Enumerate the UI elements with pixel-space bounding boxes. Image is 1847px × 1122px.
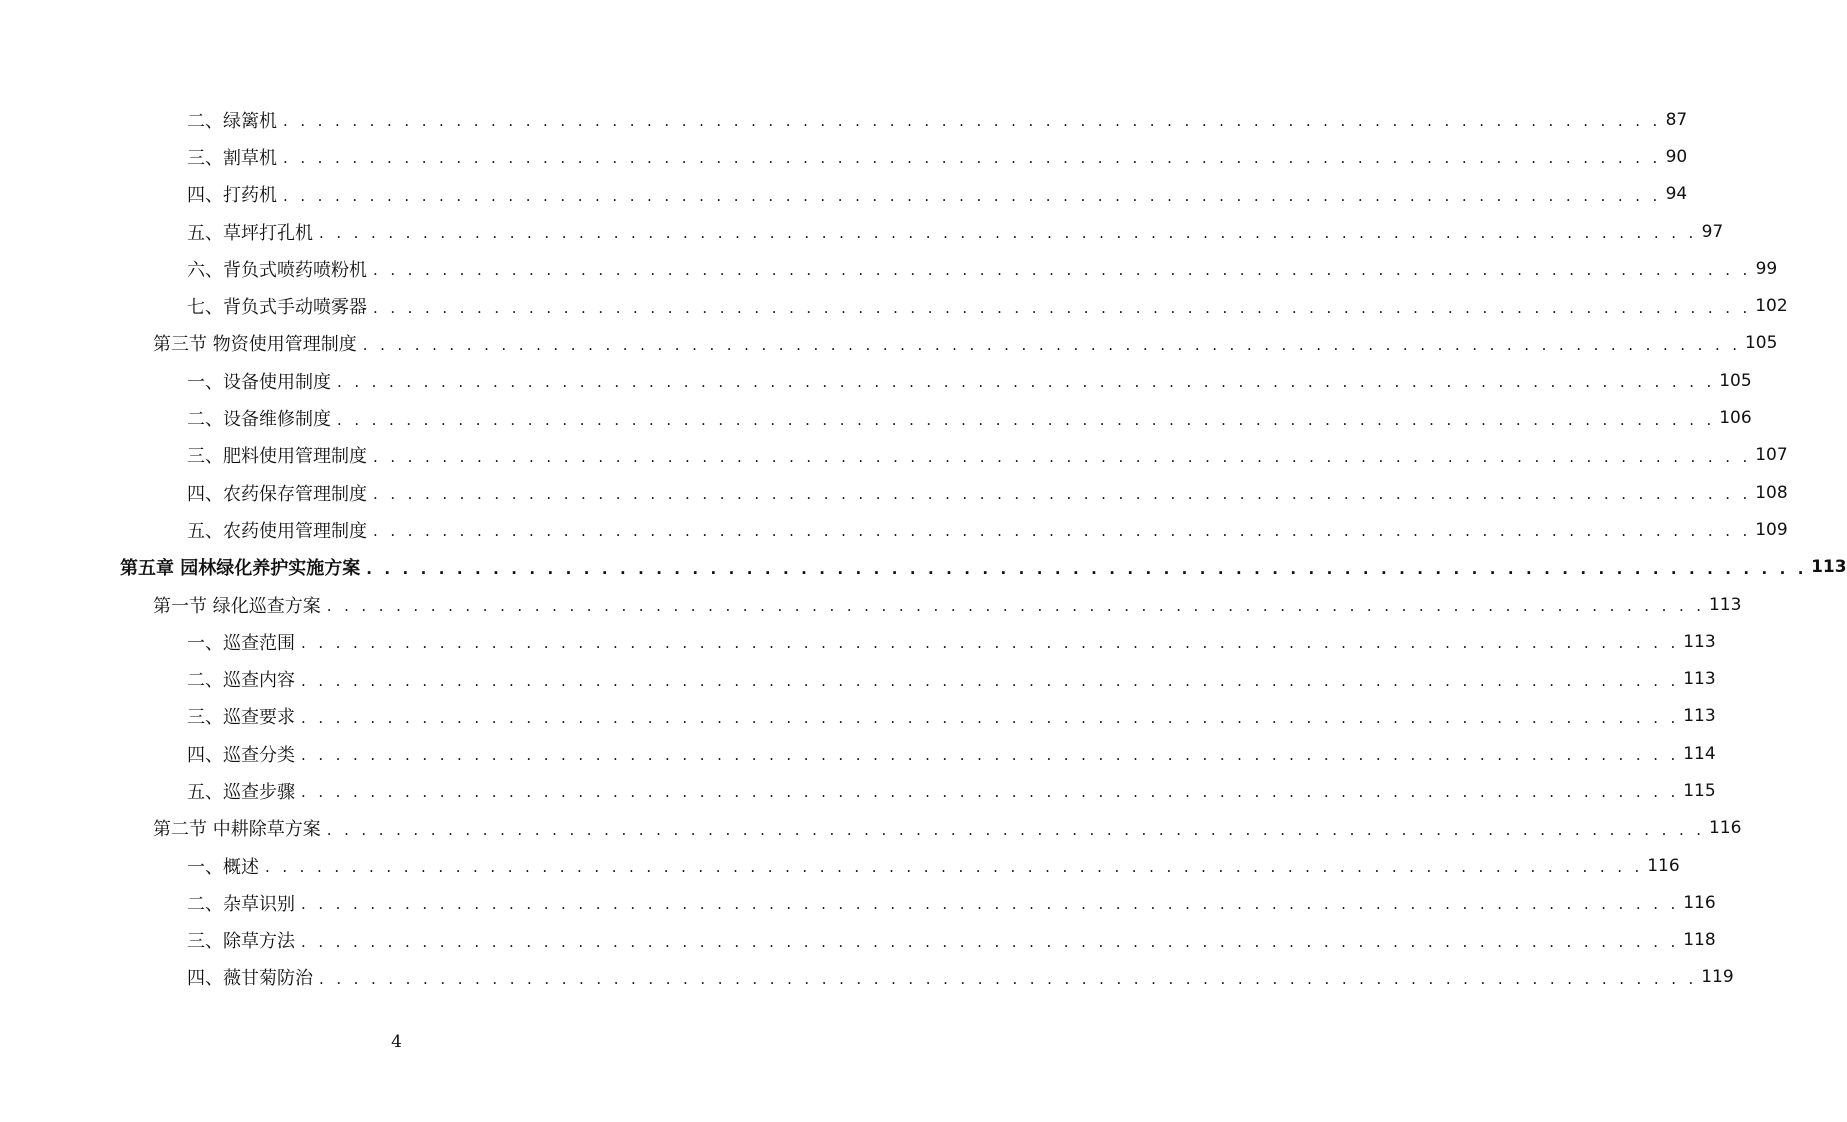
toc-entry-page: 113 <box>1811 557 1847 578</box>
toc-entry-page: 87 <box>1665 109 1688 130</box>
toc-dot-leader: . . . . . . . . . . . . . . . . . . . . . . . . . . . . . . . . . . . . . . . . . . . . . . . . . . . . . . . . . . . . . . . . . . . . . . . . . . . . . . . . <box>301 783 1680 802</box>
toc-dot-leader: . . . . . . . . . . . . . . . . . . . . . . . . . . . . . . . . . . . . . . . . . . . . . . . . . . . . . . . . . . . . . . . . . . . . . . . . . . . . . . . . <box>326 597 1705 615</box>
toc-entry-page: 113 <box>1683 669 1716 690</box>
toc-entry-page: 113 <box>1683 706 1716 727</box>
toc-entry-title: 四、巡查分类 <box>187 744 295 766</box>
toc-entry[interactable] <box>0 325 1778 362</box>
toc-entry[interactable] <box>0 437 1788 474</box>
toc-dot-leader: . . . . . . . . . . . . . . . . . . . . . . . . . . . . . . . . . . . . . . . . . . . . . . . . . . . . . . . . . . . . . . . . . . . . . . . . . . . . . . . . <box>366 559 1808 578</box>
toc-entry-page: 113 <box>1683 631 1716 652</box>
toc-entry-page: 90 <box>1665 146 1688 167</box>
toc-entry-page: 116 <box>1683 892 1716 913</box>
toc-entry-title: 一、巡查范围 <box>187 632 295 654</box>
toc-entry-page: 114 <box>1683 743 1716 764</box>
toc-entry[interactable] <box>0 399 1752 436</box>
toc-entry-title: 二、绿篱机 <box>187 110 277 132</box>
toc-dot-leader: . . . . . . . . . . . . . . . . . . . . . . . . . . . . . . . . . . . . . . . . . . . . . . . . . . . . . . . . . . . . . . . . . . . . . . . . . . . . . . . . <box>362 335 1741 354</box>
toc-entry-title: 二、巡查内容 <box>187 670 295 692</box>
toc-entry[interactable] <box>0 884 1716 921</box>
toc-entry-title: 五、巡查步骤 <box>187 781 295 803</box>
toc-dot-leader: . . . . . . . . . . . . . . . . . . . . . . . . . . . . . . . . . . . . . . . . . . . . . . . . . . . . . . . . . . . . . . . . . . . . . . . . . . . . . . . . <box>301 671 1680 690</box>
toc-entry[interactable] <box>0 549 1847 586</box>
toc-entry[interactable] <box>0 362 1752 399</box>
toc-entry-title: 三、肥料使用管理制度 <box>187 446 367 468</box>
toc-entry-page: 113 <box>1708 594 1742 615</box>
toc-entry[interactable] <box>0 101 1688 138</box>
toc-entry-title: 三、割草机 <box>187 147 277 169</box>
toc-entry-title: 三、巡查要求 <box>187 707 295 729</box>
toc-entry-page: 94 <box>1665 184 1688 205</box>
toc-entry-title: 二、设备维修制度 <box>187 409 331 431</box>
toc-entry[interactable] <box>0 250 1778 287</box>
toc-dot-leader: . . . . . . . . . . . . . . . . . . . . . . . . . . . . . . . . . . . . . . . . . . . . . . . . . . . . . . . . . . . . . . . . . . . . . . . . . . . . . . . . <box>319 969 1698 988</box>
toc-entry-page: 116 <box>1647 855 1680 876</box>
toc-entry-title: 五、农药使用管理制度 <box>187 520 367 542</box>
toc-entry[interactable] <box>0 810 1742 847</box>
toc-entry-page: 116 <box>1708 818 1742 839</box>
toc-dot-leader: . . . . . . . . . . . . . . . . . . . . . . . . . . . . . . . . . . . . . . . . . . . . . . . . . . . . . . . . . . . . . . . . . . . . . . . . . . . . . . . . <box>301 708 1680 727</box>
toc-entry[interactable] <box>0 623 1716 660</box>
toc-entry-title: 第五章 园林绿化养护实施方案 <box>120 558 361 580</box>
toc-entry-page: 119 <box>1701 967 1734 988</box>
toc-dot-leader: . . . . . . . . . . . . . . . . . . . . . . . . . . . . . . . . . . . . . . . . . . . . . . . . . . . . . . . . . . . . . . . . . . . . . . . . . . . . . . . . <box>373 485 1752 504</box>
toc-dot-leader: . . . . . . . . . . . . . . . . . . . . . . . . . . . . . . . . . . . . . . . . . . . . . . . . . . . . . . . . . . . . . . . . . . . . . . . . . . . . . . . . <box>265 858 1644 877</box>
toc-dot-leader: . . . . . . . . . . . . . . . . . . . . . . . . . . . . . . . . . . . . . . . . . . . . . . . . . . . . . . . . . . . . . . . . . . . . . . . . . . . . . . . . <box>373 522 1752 541</box>
toc-entry-page: 106 <box>1719 408 1752 429</box>
toc-entry-title: 五、草坪打孔机 <box>187 222 313 244</box>
toc-dot-leader: . . . . . . . . . . . . . . . . . . . . . . . . . . . . . . . . . . . . . . . . . . . . . . . . . . . . . . . . . . . . . . . . . . . . . . . . . . . . . . . . <box>283 149 1662 168</box>
toc-entry[interactable] <box>0 176 1688 213</box>
toc-dot-leader: . . . . . . . . . . . . . . . . . . . . . . . . . . . . . . . . . . . . . . . . . . . . . . . . . . . . . . . . . . . . . . . . . . . . . . . . . . . . . . . . <box>373 298 1752 317</box>
toc-dot-leader: . . . . . . . . . . . . . . . . . . . . . . . . . . . . . . . . . . . . . . . . . . . . . . . . . . . . . . . . . . . . . . . . . . . . . . . . . . . . . . . . <box>301 895 1680 914</box>
toc-entry-page: 105 <box>1719 370 1752 391</box>
toc-entry-title: 第三节 物资使用管理制度 <box>153 334 357 356</box>
toc-entry[interactable] <box>0 660 1716 697</box>
toc-entry[interactable] <box>0 138 1688 175</box>
toc-entry-title: 七、背负式手动喷雾器 <box>187 297 367 319</box>
toc-entry-title: 一、设备使用制度 <box>187 371 331 393</box>
toc-entry[interactable] <box>0 287 1788 324</box>
toc-dot-leader: . . . . . . . . . . . . . . . . . . . . . . . . . . . . . . . . . . . . . . . . . . . . . . . . . . . . . . . . . . . . . . . . . . . . . . . . . . . . . . . . <box>301 932 1680 951</box>
toc-entry-title: 二、杂草识别 <box>187 893 295 915</box>
table-of-contents <box>0 101 1847 996</box>
toc-dot-leader: . . . . . . . . . . . . . . . . . . . . . . . . . . . . . . . . . . . . . . . . . . . . . . . . . . . . . . . . . . . . . . . . . . . . . . . . . . . . . . . . <box>301 634 1680 653</box>
toc-dot-leader: . . . . . . . . . . . . . . . . . . . . . . . . . . . . . . . . . . . . . . . . . . . . . . . . . . . . . . . . . . . . . . . . . . . . . . . . . . . . . . . . <box>301 746 1680 765</box>
toc-entry[interactable] <box>0 847 1680 884</box>
toc-entry-page: 105 <box>1744 333 1778 354</box>
toc-entry[interactable] <box>0 922 1716 959</box>
toc-entry-title: 三、除草方法 <box>187 931 295 953</box>
toc-entry-page: 97 <box>1701 221 1724 242</box>
toc-dot-leader: . . . . . . . . . . . . . . . . . . . . . . . . . . . . . . . . . . . . . . . . . . . . . . . . . . . . . . . . . . . . . . . . . . . . . . . . . . . . . . . . <box>283 112 1662 131</box>
toc-dot-leader: . . . . . . . . . . . . . . . . . . . . . . . . . . . . . . . . . . . . . . . . . . . . . . . . . . . . . . . . . . . . . . . . . . . . . . . . . . . . . . . . <box>283 186 1662 205</box>
toc-entry-page: 102 <box>1755 296 1788 317</box>
toc-entry-title: 四、打药机 <box>187 185 277 207</box>
toc-entry[interactable] <box>0 772 1716 809</box>
toc-entry-title: 六、背负式喷药喷粉机 <box>187 259 367 281</box>
toc-entry[interactable] <box>0 698 1716 735</box>
toc-entry-page: 118 <box>1683 930 1716 951</box>
toc-entry-title: 四、薇甘菊防治 <box>187 968 313 990</box>
toc-entry-title: 四、农药保存管理制度 <box>187 483 367 505</box>
toc-entry[interactable] <box>0 959 1734 996</box>
toc-entry-page: 99 <box>1755 258 1778 279</box>
toc-entry[interactable] <box>0 735 1716 772</box>
toc-dot-leader: . . . . . . . . . . . . . . . . . . . . . . . . . . . . . . . . . . . . . . . . . . . . . . . . . . . . . . . . . . . . . . . . . . . . . . . . . . . . . . . . <box>373 447 1752 466</box>
toc-entry-page: 108 <box>1755 482 1788 503</box>
toc-dot-leader: . . . . . . . . . . . . . . . . . . . . . . . . . . . . . . . . . . . . . . . . . . . . . . . . . . . . . . . . . . . . . . . . . . . . . . . . . . . . . . . . <box>319 224 1698 243</box>
toc-entry-title: 第一节 绿化巡查方案 <box>153 595 321 617</box>
toc-dot-leader: . . . . . . . . . . . . . . . . . . . . . . . . . . . . . . . . . . . . . . . . . . . . . . . . . . . . . . . . . . . . . . . . . . . . . . . . . . . . . . . . <box>337 373 1716 392</box>
toc-entry-page: 115 <box>1683 780 1716 801</box>
toc-entry[interactable] <box>0 586 1742 623</box>
toc-entry-page: 109 <box>1755 519 1788 540</box>
toc-dot-leader: . . . . . . . . . . . . . . . . . . . . . . . . . . . . . . . . . . . . . . . . . . . . . . . . . . . . . . . . . . . . . . . . . . . . . . . . . . . . . . . . <box>326 820 1705 839</box>
toc-entry-title: 第二节 中耕除草方案 <box>153 819 321 841</box>
toc-entry-page: 107 <box>1755 445 1788 466</box>
toc-dot-leader: . . . . . . . . . . . . . . . . . . . . . . . . . . . . . . . . . . . . . . . . . . . . . . . . . . . . . . . . . . . . . . . . . . . . . . . . . . . . . . . . <box>337 410 1716 429</box>
page-number: 4 <box>391 1032 402 1052</box>
toc-entry-title: 一、概述 <box>187 856 259 878</box>
toc-entry[interactable] <box>0 213 1724 250</box>
toc-entry[interactable] <box>0 511 1788 548</box>
toc-entry[interactable] <box>0 474 1788 511</box>
toc-dot-leader: . . . . . . . . . . . . . . . . . . . . . . . . . . . . . . . . . . . . . . . . . . . . . . . . . . . . . . . . . . . . . . . . . . . . . . . . . . . . . . . . <box>373 261 1752 280</box>
